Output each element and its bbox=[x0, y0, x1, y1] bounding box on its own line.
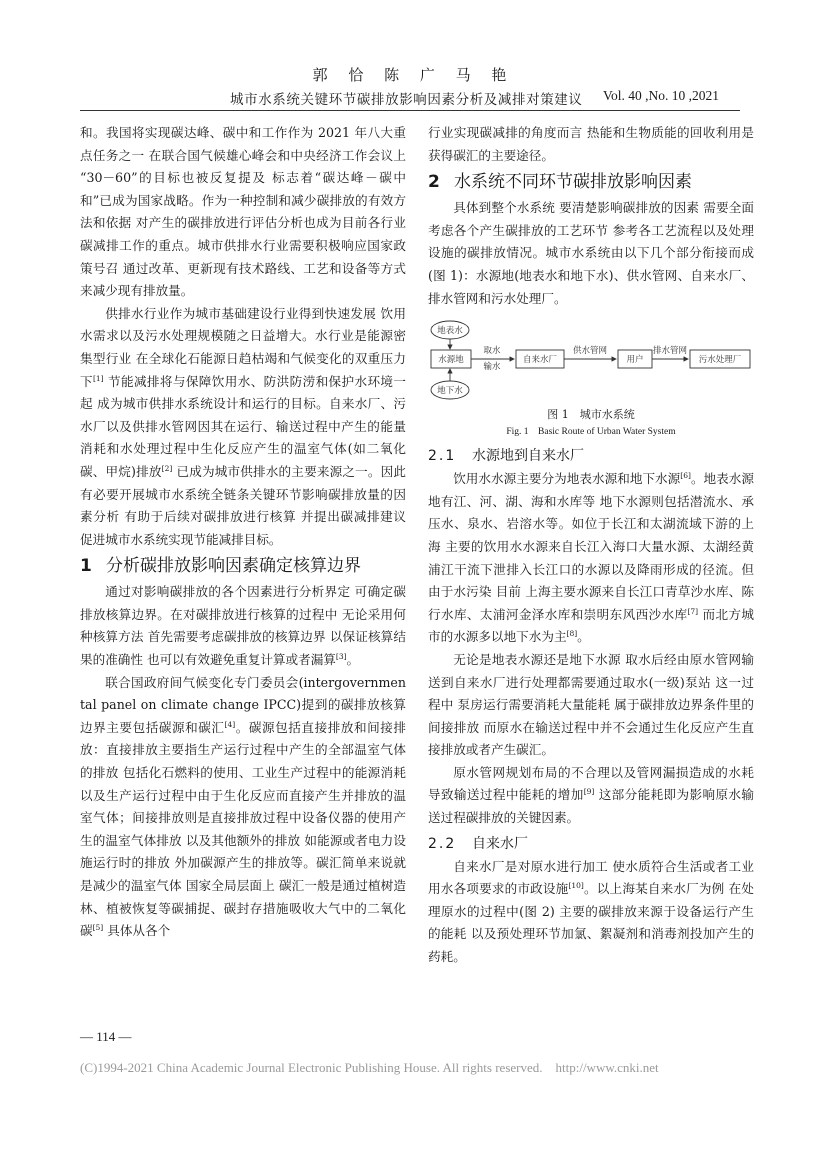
figure-caption-zh: 图 1 城市水系统 bbox=[547, 408, 635, 422]
citation[interactable]: [5] bbox=[92, 923, 104, 932]
citation[interactable]: [1] bbox=[92, 373, 104, 383]
paragraph: 无论是地表水源还是地下水源 取水后经由原水管网输送到自来水厂进行处理都需要通过取水(一级)泵站 这一过程中 泵房运行需要消耗大量能耗 属于碳排放边界条件里的间接排放 而原水在输送过程中并不会通过生化反应产生直接排放或者产生碳汇。 bbox=[428, 651, 754, 758]
label-water-source: 水源地 bbox=[438, 355, 464, 366]
citation[interactable]: [6] bbox=[680, 470, 691, 480]
paragraph: 饮用水水源主要分为地表水源和地下水源[6]。地表水源地有江、河、湖、海和水库等 地下水源则包括潜流水、承压水、泉水、岩溶水等。如位于长江和太湖流域下游的上海 主要的饮用水水源来自长江入海口大量水源、太湖经黄浦江干流下泄排入长江口的水源以及降雨形成的径流。但由于水污染 目前 上海主要水源来自长江口青草沙水库、陈行水库、太浦河金泽水库和崇明东风西沙水库[7] 而北方城市的水源多以地下水为主[8]。 bbox=[428, 470, 755, 645]
subsection-heading-2-2: 2.2 自来水厂 bbox=[428, 835, 528, 852]
citation[interactable]: [8] bbox=[566, 629, 578, 639]
label-drain-network: 排水管网 bbox=[652, 346, 688, 357]
copyright-footer: (C)1994-2021 China Academic Journal Electronic Publishing House. All rights reserved. http://www.cnki.net bbox=[80, 1060, 659, 1075]
paragraph: 和。我国将实现碳达峰、碳中和工作作为 2021 年八大重点任务之一 在联合国气候雄心峰会和中央经济工作会议上 “30－60”的目标也被反复提及 标志着“碳达峰－碳中和”已成为国家战略。作为一种控制和减少碳排放的有效方法和依据 对产生的碳排放进行评估分析也成为目前各行业碳减排工作的重点。城市供排水行业需要积极响应国家政策号召 通过改革、更新现有技术路线、工艺和设备等方式来减少现有排放量。 bbox=[80, 125, 406, 299]
running-header-title: 城市水系统关键环节碳排放影响因素分析及减排对策建议 bbox=[230, 92, 583, 108]
running-header-volume: Vol. 40 ,No. 10 ,2021 bbox=[603, 88, 720, 103]
label-ground-water: 地下水 bbox=[437, 386, 463, 397]
label-intake: 取水 bbox=[483, 346, 501, 357]
label-wastewater-plant: 污水处理厂 bbox=[698, 355, 742, 366]
paragraph: 原水管网规划布局的不合理以及管网漏损造成的水耗导致输送过程中能耗的增加[9] 这部分能耗即为影响原水输送过程碳排放的关键因素。 bbox=[428, 764, 754, 826]
subsection-heading-2-1: 2.1 水源地到自来水厂 bbox=[428, 448, 584, 465]
citation[interactable]: [10] bbox=[568, 881, 584, 891]
paragraph: 自来水厂是对原水进行加工 使水质符合生活或者工业用水各项要求的市政设施[10]。以上海某自来水厂为例 在处理原水的过程中(图 2) 主要的碳排放来源于设备运行产生的能耗 以及预处理环节加氯、絮凝剂和消毒剂投加产生的药耗。 bbox=[428, 858, 754, 965]
paragraph: 行业实现碳减排的角度而言 热能和生物质能的回收利用是获得碳汇的主要途径。 bbox=[428, 125, 754, 163]
paragraph: 通过对影响碳排放的各个因素进行分析界定 可确定碳排放核算边界。在对碳排放进行核算的过程中 无论采用何种核算方法 首先需要考虑碳排放的核算边界 以保证核算结果的准确性 也可以有效避免重复计算或者漏算[3]。 bbox=[80, 584, 406, 668]
section-heading-1: 1 分析碳排放影响因素确定核算边界 bbox=[80, 556, 361, 577]
citation[interactable]: [7] bbox=[687, 606, 699, 616]
header-rule bbox=[80, 110, 740, 111]
citation[interactable]: [9] bbox=[583, 787, 595, 797]
paragraph: 具体到整个水系统 要清楚影响碳排放的因素 需要全面考虑各个产生碳排放的工艺环节 参考各工艺流程以及处理设施的碳排放情况。城市水系统由以下几个部分衔接而成(图 1)：水源地(地表水和地下水)、供水管网、自来水厂、排水管网和污水处理厂。 bbox=[428, 200, 754, 306]
paragraph: 联合国政府间气候变化专门委员会(intergovernmental panel on climate change IPCC)提到的碳排放核算边界主要包括碳源和碳汇[4]。碳源包括直接排放和间接排放：直接排放主要指生产运行过程中产生的全部温室气体的排放 包括化石燃料的使用、工业生产过程中的能源消耗 以及生产运行过程中由于生化反应而直接产生并排放的温室气体；间接排放则是直接排放过程中设备仪器的使用产生的温室气体排放 以及其他额外的排放 如能源或者电力设施运行时的排放 外加碳源产生的排放等。碳汇简单来说就是减少的温室气体 国家全局层面上 碳汇一般是通过植树造林、植被恢复等碳捕捉、碳封存措施吸收大气中的二氧化碳[5] 具体从各个 bbox=[80, 674, 406, 939]
label-supply-network: 供水管网 bbox=[572, 346, 608, 357]
label-user: 用户 bbox=[626, 355, 644, 366]
citation[interactable]: [2] bbox=[161, 463, 173, 473]
label-surface-water: 地表水 bbox=[437, 326, 463, 337]
citation[interactable]: [3] bbox=[335, 651, 347, 661]
page-number: — 114 — bbox=[80, 1029, 132, 1044]
label-convey: 输水 bbox=[483, 362, 501, 373]
left-column bbox=[80, 122, 406, 943]
figure-caption-en: Fig. 1 Basic Route of Urban Water System bbox=[506, 427, 676, 438]
label-water-plant: 自来水厂 bbox=[522, 355, 558, 366]
running-header-authors: 郭 恰 陈 广 马 艳 bbox=[312, 66, 515, 84]
section-heading-2: 2 水系统不同环节碳排放影响因素 bbox=[428, 172, 692, 193]
right-column bbox=[428, 122, 754, 969]
paragraph: 供排水行业作为城市基础建设行业得到快速发展 饮用水需求以及污水处理规模随之日益增大。水行业是能源密集型行业 在全球化石能源日趋枯竭和气候变化的双重压力下[1] 节能减排将与保障饮用水、防洪防涝和保护水环境一起 成为城市供排水系统设计和运行的目标。自来水厂、污水厂以及供排水管网因其在运行、输送过程中产生的能量消耗和水处理过程中生化反应产生的温室气体(如二氧化碳、甲烷)排放[2] 已成为城市供排水的主要来源之一。因此 有必要开展城市水系统全链条关键环节影响碳排放量的因素分析 有助于后续对碳排放进行核算 并提出碳减排建议 促进城市水系统实现节能减排目标。 bbox=[80, 305, 406, 547]
figure-urban-water-system bbox=[428, 316, 754, 404]
citation[interactable]: [4] bbox=[224, 719, 236, 729]
flow-diagram bbox=[428, 316, 754, 404]
